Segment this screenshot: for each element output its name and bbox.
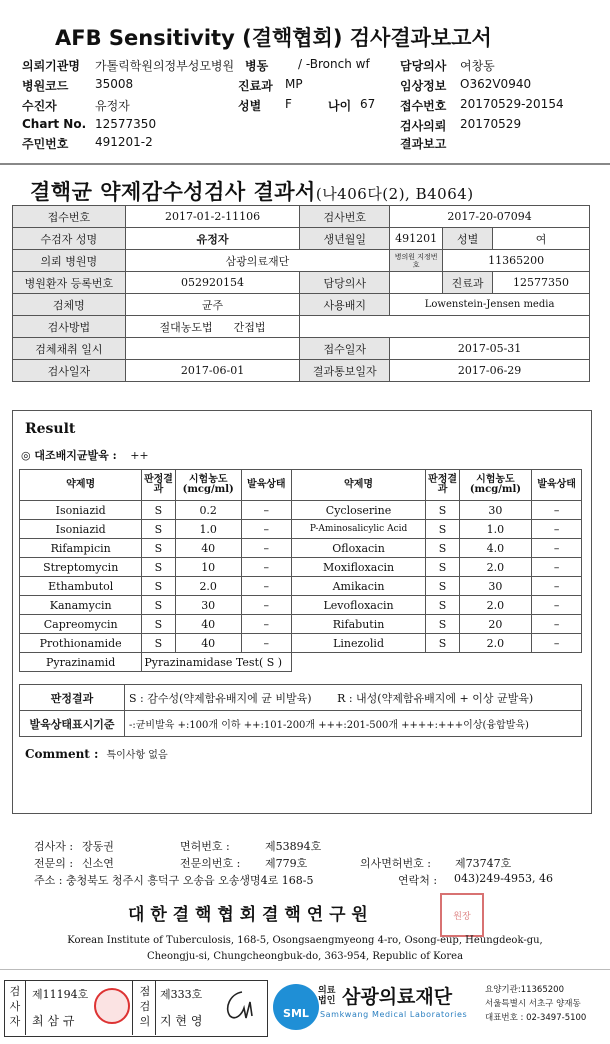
- sensitivity-title-text: 결핵균 약제감수성검사 결과서: [30, 179, 316, 204]
- drug-name: Rifampicin: [20, 539, 142, 558]
- judgement: S: [426, 577, 459, 596]
- info-label: 접수일자: [300, 338, 390, 360]
- result-title: Result: [25, 421, 76, 437]
- concentration: 2.0: [459, 596, 532, 615]
- growth-status: –: [241, 634, 291, 653]
- judgement: S: [142, 558, 175, 577]
- info-label: 검체명: [13, 294, 126, 316]
- drug-name: Streptomycin: [20, 558, 142, 577]
- drug-name: Isoniazid: [20, 501, 142, 520]
- drug-row: [20, 539, 582, 558]
- info-label: 검사일자: [13, 360, 126, 382]
- concentration: 10: [175, 558, 241, 577]
- address-label: 주소 :: [34, 874, 63, 887]
- concentration: 2.0: [459, 634, 532, 653]
- drug-name: Capreomycin: [20, 615, 142, 634]
- field-value: 12577350: [95, 117, 157, 131]
- tester-name: 장동권: [82, 840, 114, 853]
- report-title: AFB Sensitivity (결핵협회) 검사결과보고서: [55, 26, 492, 50]
- field-label: 성별: [238, 99, 262, 113]
- field-value: 20170529: [460, 117, 522, 131]
- concentration: 0.2: [175, 501, 241, 520]
- field-label: 나이: [328, 99, 352, 113]
- growth-status: –: [241, 520, 291, 539]
- concentration: 40: [175, 539, 241, 558]
- footer: [0, 974, 610, 1044]
- growth-status: –: [532, 615, 582, 634]
- drug-row: [20, 634, 582, 653]
- drug-row: [20, 501, 582, 520]
- growth-status: –: [532, 634, 582, 653]
- tester-label: 검사자 :: [34, 840, 74, 853]
- growth-status: –: [532, 501, 582, 520]
- contact: 043)249-4953, 46: [454, 872, 553, 885]
- doctor-value: [390, 272, 443, 294]
- org-prefix: 의료법인: [318, 986, 336, 1006]
- divider: [132, 980, 133, 1035]
- org-name-en: Samkwang Medical Laboratories: [320, 1010, 468, 1019]
- drug-name: Levofloxacin: [291, 596, 426, 615]
- org-address: 서울특별시 서초구 양재동: [485, 999, 581, 1009]
- divider: [155, 980, 156, 1035]
- field-value: 20170529-20154: [460, 97, 564, 111]
- comment-label: Comment :: [25, 747, 99, 761]
- checker-signature-icon: [220, 988, 260, 1022]
- institute-address-en-2: Cheongju-si, Chungcheongbuk-do, 363-954, Republic of Korea: [146, 951, 464, 962]
- test-method: [125, 316, 300, 338]
- specimen-name: 균주: [125, 294, 300, 316]
- drug-table-header: [20, 470, 582, 501]
- col-concentration: 시험농도(mcg/ml): [459, 470, 532, 501]
- logo-text: SML: [283, 1007, 309, 1020]
- exam-number: 2017-20-07094: [390, 206, 590, 228]
- drug-name: Cycloserine: [291, 501, 426, 520]
- drug-name: Kanamycin: [20, 596, 142, 615]
- drug-row: [20, 615, 582, 634]
- concentration: 20: [459, 615, 532, 634]
- info-label: 사용배지: [300, 294, 390, 316]
- col-drug: 약제명: [291, 470, 426, 501]
- info-label: 성별: [443, 228, 493, 250]
- info-label: 검사방법: [13, 316, 126, 338]
- growth-status: –: [241, 577, 291, 596]
- tester-license-label: 면허번호 :: [180, 840, 230, 853]
- checker-name: 지 현 영: [160, 1014, 203, 1028]
- comment-text: 특이사항 없음: [106, 750, 168, 761]
- drug-row: [20, 596, 582, 615]
- field-label: 수진자: [22, 99, 57, 113]
- info-label: 검체채취 일시: [13, 338, 126, 360]
- field-value: 67: [360, 97, 376, 111]
- field-label: 결과보고: [400, 137, 447, 151]
- growth-criteria-label: 발육상태표시기준: [20, 711, 125, 737]
- drug-name: Isoniazid: [20, 520, 142, 539]
- growth-status: –: [532, 596, 582, 615]
- criteria-label: 판정결과: [20, 685, 125, 711]
- drug-row: [20, 520, 582, 539]
- field-value: MP: [285, 77, 303, 91]
- patient-name: 유정자: [125, 228, 300, 250]
- judgement: S: [142, 577, 175, 596]
- judgement: S: [142, 615, 175, 634]
- field-label: 임상정보: [400, 79, 447, 93]
- info-label: 수검자 성명: [13, 228, 126, 250]
- growth-status: –: [241, 596, 291, 615]
- criteria-r: R : 내성(약제함유배지에 + 이상 균발육): [337, 691, 534, 705]
- collect-date: [125, 338, 300, 360]
- judgement: S: [426, 520, 459, 539]
- divider: [25, 980, 26, 1035]
- criteria-s: S : 감수성(약제함유배지에 균 비발육): [129, 691, 312, 705]
- field-label: 검사의뢰: [400, 119, 447, 133]
- growth-status: –: [241, 501, 291, 520]
- specialist-license-label: 전문의번호 :: [180, 857, 241, 870]
- sensitivity-title-suffix: (나406다(2), B4064): [315, 185, 474, 203]
- drug-name: Ofloxacin: [291, 539, 426, 558]
- doctor-license: 제73747호: [455, 857, 512, 870]
- receipt-number: 2017-01-2-11106: [125, 206, 300, 228]
- field-label: 담당의사: [400, 59, 447, 73]
- info-label: 진료과: [443, 272, 493, 294]
- info-label: 병원환자 등록번호: [13, 272, 126, 294]
- field-value: 35008: [95, 77, 134, 91]
- examiner-name: 최 삼 규: [32, 1014, 75, 1028]
- criteria-table: [19, 684, 582, 737]
- method-indirect: 간접법: [233, 320, 266, 334]
- divider: [0, 163, 610, 165]
- col-result: 판정결과: [426, 470, 459, 501]
- field-label: 병동: [245, 59, 269, 73]
- doctor-license-label: 의사면허번호 :: [360, 857, 431, 870]
- judgement: S: [426, 615, 459, 634]
- field-label: 접수번호: [400, 99, 447, 113]
- dept-value: 12577350: [493, 272, 590, 294]
- field-value: 가톨릭학원의정부성모병원: [95, 59, 235, 73]
- pza-label: Pyrazinamid: [20, 653, 142, 672]
- col-concentration: 시험농도(mcg/ml): [175, 470, 241, 501]
- hospital-name: 삼광의료재단: [125, 250, 389, 272]
- concentration: 30: [175, 596, 241, 615]
- culture-medium: Lowenstein-Jensen media: [390, 294, 590, 316]
- divider: [0, 969, 610, 970]
- tester-license: 제53894호: [265, 840, 322, 853]
- judgement: S: [142, 539, 175, 558]
- drug-name: Ethambutol: [20, 577, 142, 596]
- control-growth-label: ◎ 대조배지균발육 :: [21, 449, 117, 462]
- control-growth-value: ++: [130, 449, 149, 462]
- pyrazinamide-row: [20, 653, 582, 672]
- examiner-seal-icon: [94, 988, 130, 1024]
- birth-date: 491201: [390, 228, 443, 250]
- org-code: 요양기관:11365200: [485, 985, 564, 995]
- empty-cell: [300, 316, 590, 338]
- drug-name: P-Aminosalicylic Acid: [291, 520, 426, 539]
- col-growth: 발육상태: [532, 470, 582, 501]
- address: 충청북도 청주시 흥덕구 오송읍 오송생명4로 168-5: [66, 874, 314, 887]
- judgement: S: [426, 501, 459, 520]
- institute-name: 대 한 결 핵 협 회 결 핵 연 구 원: [128, 905, 368, 925]
- sensitivity-report-title: [30, 176, 474, 206]
- col-growth: 발육상태: [241, 470, 291, 501]
- org-name: 삼광의료재단: [342, 986, 453, 1008]
- growth-status: –: [532, 520, 582, 539]
- growth-status: –: [532, 558, 582, 577]
- field-value: O362V0940: [460, 77, 532, 91]
- control-growth: [21, 447, 149, 463]
- judgement: S: [426, 634, 459, 653]
- growth-status: –: [532, 539, 582, 558]
- patient-reg-number: 052920154: [125, 272, 300, 294]
- growth-status: –: [241, 539, 291, 558]
- field-value: F: [285, 97, 292, 111]
- drug-name: Linezolid: [291, 634, 426, 653]
- field-label: 주민번호: [22, 137, 69, 151]
- field-value: / -Bronch wf: [298, 57, 370, 71]
- notified-date: 2017-06-29: [390, 360, 590, 382]
- drug-name: Prothionamide: [20, 634, 142, 653]
- examiner-number: 제11194호: [32, 988, 89, 1001]
- institute-seal: 원장: [440, 893, 484, 937]
- info-label: 의뢰 병원명: [13, 250, 126, 272]
- examiner-label: 검사자: [9, 985, 21, 1028]
- received-date: 2017-05-31: [390, 338, 590, 360]
- contact-label: 연락처 :: [398, 874, 438, 887]
- field-label: 의뢰기관명: [22, 59, 80, 73]
- info-label: 담당의사: [300, 272, 390, 294]
- pza-value: Pyrazinamidase Test( S ): [142, 653, 291, 672]
- concentration: 40: [175, 615, 241, 634]
- col-result: 판정결과: [142, 470, 175, 501]
- drug-name: Amikacin: [291, 577, 426, 596]
- concentration: 30: [459, 577, 532, 596]
- concentration: 1.0: [175, 520, 241, 539]
- institute-address-en-1: Korean Institute of Tuberculosis, 168-5, Osongsaengmyeong 4-ro, Osong-eup, Heungdeok-gu,: [67, 935, 543, 946]
- method-absolute: 절대농도법: [159, 320, 213, 334]
- sml-logo-icon: [273, 984, 319, 1030]
- concentration: 30: [459, 501, 532, 520]
- drug-name: Moxifloxacin: [291, 558, 426, 577]
- specialist-name: 신소연: [82, 857, 114, 870]
- drug-row: [20, 577, 582, 596]
- growth-criteria-value: -:균비발육 +:100개 이하 ++:101-200개 +++:201-500개 ++++:+++이상(융합발육): [125, 711, 582, 737]
- judgement: S: [426, 539, 459, 558]
- test-date: 2017-06-01: [125, 360, 300, 382]
- field-value: 여창동: [460, 59, 495, 73]
- result-section: [12, 410, 592, 814]
- concentration: 4.0: [459, 539, 532, 558]
- field-label: 병원코드: [22, 79, 69, 93]
- concentration: 2.0: [175, 577, 241, 596]
- drug-row: [20, 558, 582, 577]
- org-phone: 대표번호 : 02-3497-5100: [485, 1013, 587, 1023]
- checker-number: 제333호: [160, 988, 203, 1001]
- field-value: 유정자: [95, 99, 130, 113]
- specialist-label: 전문의 :: [34, 857, 74, 870]
- growth-status: –: [241, 558, 291, 577]
- patient-info-table: [12, 205, 590, 382]
- judgement: S: [142, 596, 175, 615]
- growth-status: –: [241, 615, 291, 634]
- field-label: Chart No.: [22, 117, 87, 131]
- info-label: 접수번호: [13, 206, 126, 228]
- drug-table: [19, 469, 582, 672]
- comment: [25, 746, 168, 761]
- judgement: S: [142, 501, 175, 520]
- specialist-license: 제779호: [265, 857, 308, 870]
- judgement: S: [426, 596, 459, 615]
- patient-sex: 여: [493, 228, 590, 250]
- info-label: 결과통보일자: [300, 360, 390, 382]
- concentration: 1.0: [459, 520, 532, 539]
- field-value: 491201-2: [95, 135, 153, 149]
- drug-name: Rifabutin: [291, 615, 426, 634]
- judgement: S: [142, 634, 175, 653]
- hospital-code: 11365200: [443, 250, 590, 272]
- info-label: 병의원 지정번호: [390, 250, 443, 272]
- concentration: 40: [175, 634, 241, 653]
- judgement: S: [426, 558, 459, 577]
- info-label: 생년월일: [300, 228, 390, 250]
- field-label: 진료과: [238, 79, 273, 93]
- criteria-value: [125, 685, 582, 711]
- concentration: 2.0: [459, 558, 532, 577]
- judgement: S: [142, 520, 175, 539]
- col-drug: 약제명: [20, 470, 142, 501]
- info-label: 검사번호: [300, 206, 390, 228]
- growth-status: –: [532, 577, 582, 596]
- checker-label: 점검의: [139, 985, 151, 1028]
